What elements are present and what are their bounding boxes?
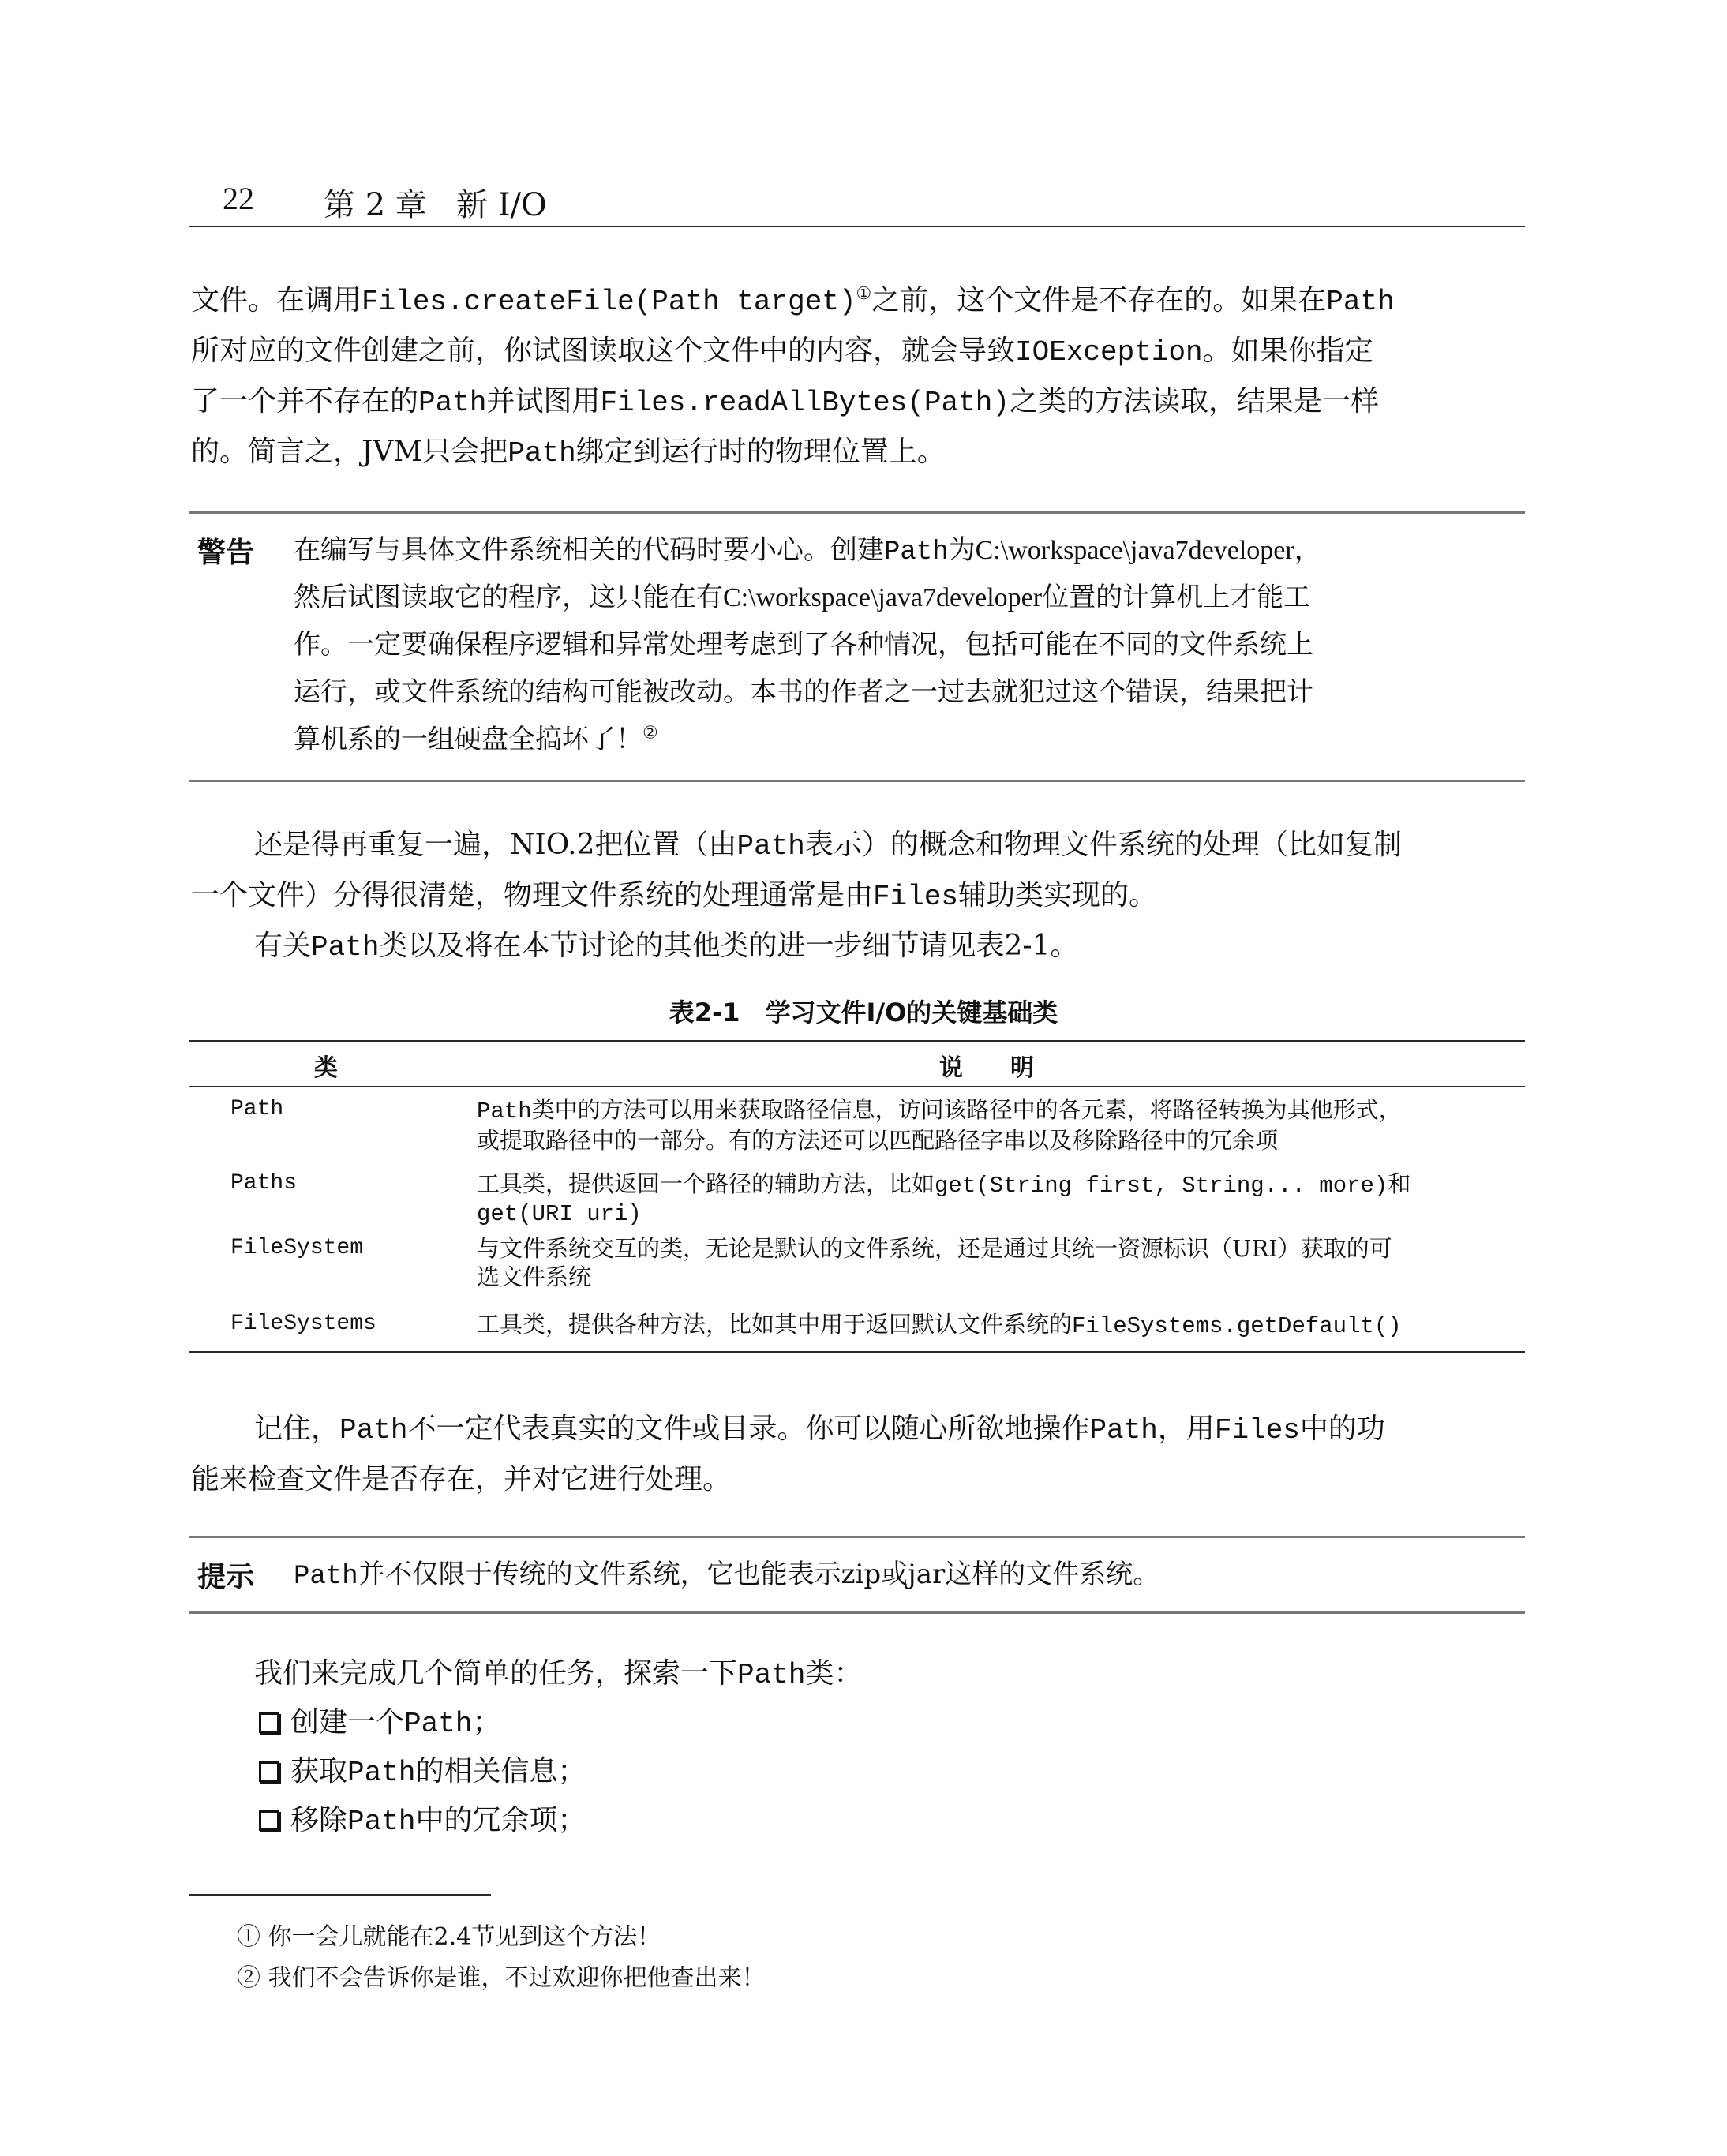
- table-row-desc: Path类中的方法可以用来获取路径信息，访问该路径中的各元素，将路径转换为其他形式， 或提取路径中的一部分。有的方法还可以匹配路径字串以及移除路径中的冗余项: [477, 1096, 1402, 1154]
- footnote-2: ② 我们不会告诉你是谁，不过欢迎你把他查出来！: [237, 1964, 766, 1992]
- warning-line-2: 然后试图读取它的程序，这只能在有C:\workspace\java7developer位置的计算机上才能工: [294, 582, 1311, 613]
- table-caption: 表2-1 学习文件I/O的关键基础类: [669, 998, 1058, 1027]
- tip-label: 提示: [197, 1561, 255, 1593]
- tip-bottom-rule: [189, 1611, 1525, 1614]
- table-bottom-rule: [189, 1351, 1525, 1353]
- para3-line-2: 能来检查文件是否存在，并对它进行处理。: [191, 1463, 732, 1495]
- warning-top-rule: [189, 511, 1525, 514]
- table-header-desc: 说 明: [939, 1054, 1034, 1082]
- warning-label: 警告: [197, 537, 255, 569]
- warning-line-4: 运行，或文件系统的结构可能被改动。本书的作者之一过去就犯过这个错误，结果把计: [294, 676, 1313, 708]
- warning-bottom-rule: [189, 780, 1525, 782]
- table-header-rule: [189, 1086, 1525, 1087]
- checkbox-bullet-icon: [259, 1712, 279, 1733]
- para2-line-2: 一个文件）分得很清楚，物理文件系统的处理通常是由Files辅助类实现的。: [191, 879, 1158, 913]
- warning-line-3: 作。一定要确保程序逻辑和异常处理考虑到了各种情况，包括可能在不同的文件系统上: [294, 629, 1313, 661]
- tip-text: Path并不仅限于传统的文件系统，它也能表示zip或jar这样的文件系统。: [294, 1559, 1160, 1592]
- page-number: 22: [223, 181, 254, 216]
- intro-line-4: 的。简言之，JVM只会把Path绑定到运行时的物理位置上。: [191, 436, 946, 470]
- table-row-key: Path: [230, 1097, 284, 1121]
- chapter-label: 第 2 章: [324, 187, 427, 223]
- tasks-intro: 我们来完成几个简单的任务，探索一下Path类：: [254, 1657, 863, 1691]
- intro-line-2: 所对应的文件创建之前，你试图读取这个文件中的内容，就会导致IOException。如果你指定: [191, 335, 1373, 369]
- header-rule: [189, 226, 1525, 227]
- warning-line-1: 在编写与具体文件系统相关的代码时要小心。创建Path为C:\workspace\java7developer，: [294, 534, 1321, 567]
- chapter-title: 新 I/O: [456, 187, 547, 223]
- table-row-desc: 工具类，提供各种方法，比如其中用于返回默认文件系统的FileSystems.getDefault(): [477, 1311, 1402, 1339]
- checkbox-bullet-icon: [259, 1761, 279, 1782]
- para2-line-3: 有关Path类以及将在本节讨论的其他类的进一步细节请见表2-1。: [254, 930, 1079, 964]
- table-row-desc: 工具类，提供返回一个路径的辅助方法，比如get(String first, String... more)和 get(URI uri): [477, 1170, 1411, 1227]
- table-top-rule: [189, 1040, 1525, 1042]
- para2-line-1: 还是得再重复一遍，NIO.2把位置（由Path表示）的概念和物理文件系统的处理（比如复制: [254, 829, 1402, 863]
- footnote-1: ① 你一会儿就能在2.4节见到这个方法！: [237, 1923, 661, 1951]
- list-item: 创建一个Path；: [259, 1698, 1522, 1749]
- footnote-rule: [189, 1894, 491, 1896]
- table-row-desc: 与文件系统交互的类，无论是默认的文件系统，还是通过其统一资源标识（URI）获取的可 选文件系统: [477, 1235, 1392, 1290]
- intro-line-1: 文件。在调用Files.createFile(Path target)①之前，这个文件是不存在的。如果在Path: [191, 284, 1395, 318]
- table-row-key: FileSystem: [230, 1236, 364, 1260]
- intro-line-3: 了一个并不存在的Path并试图用Files.readAllBytes(Path)之类的方法读取，结果是一样: [191, 385, 1379, 419]
- para3-line-1: 记住，Path不一定代表真实的文件或目录。你可以随心所欲地操作Path，用Files中的功: [254, 1413, 1385, 1447]
- table-row-key: Paths: [230, 1171, 298, 1196]
- list-item: 移除Path中的冗余项；: [259, 1796, 1522, 1847]
- tip-top-rule: [189, 1536, 1525, 1538]
- table-row-key: FileSystems: [230, 1312, 376, 1336]
- table-header-class: 类: [314, 1054, 338, 1082]
- list-item: 获取Path的相关信息；: [259, 1747, 1522, 1798]
- checkbox-bullet-icon: [259, 1810, 279, 1831]
- warning-line-5: 算机系的一组硬盘全搞坏了！②: [294, 723, 658, 755]
